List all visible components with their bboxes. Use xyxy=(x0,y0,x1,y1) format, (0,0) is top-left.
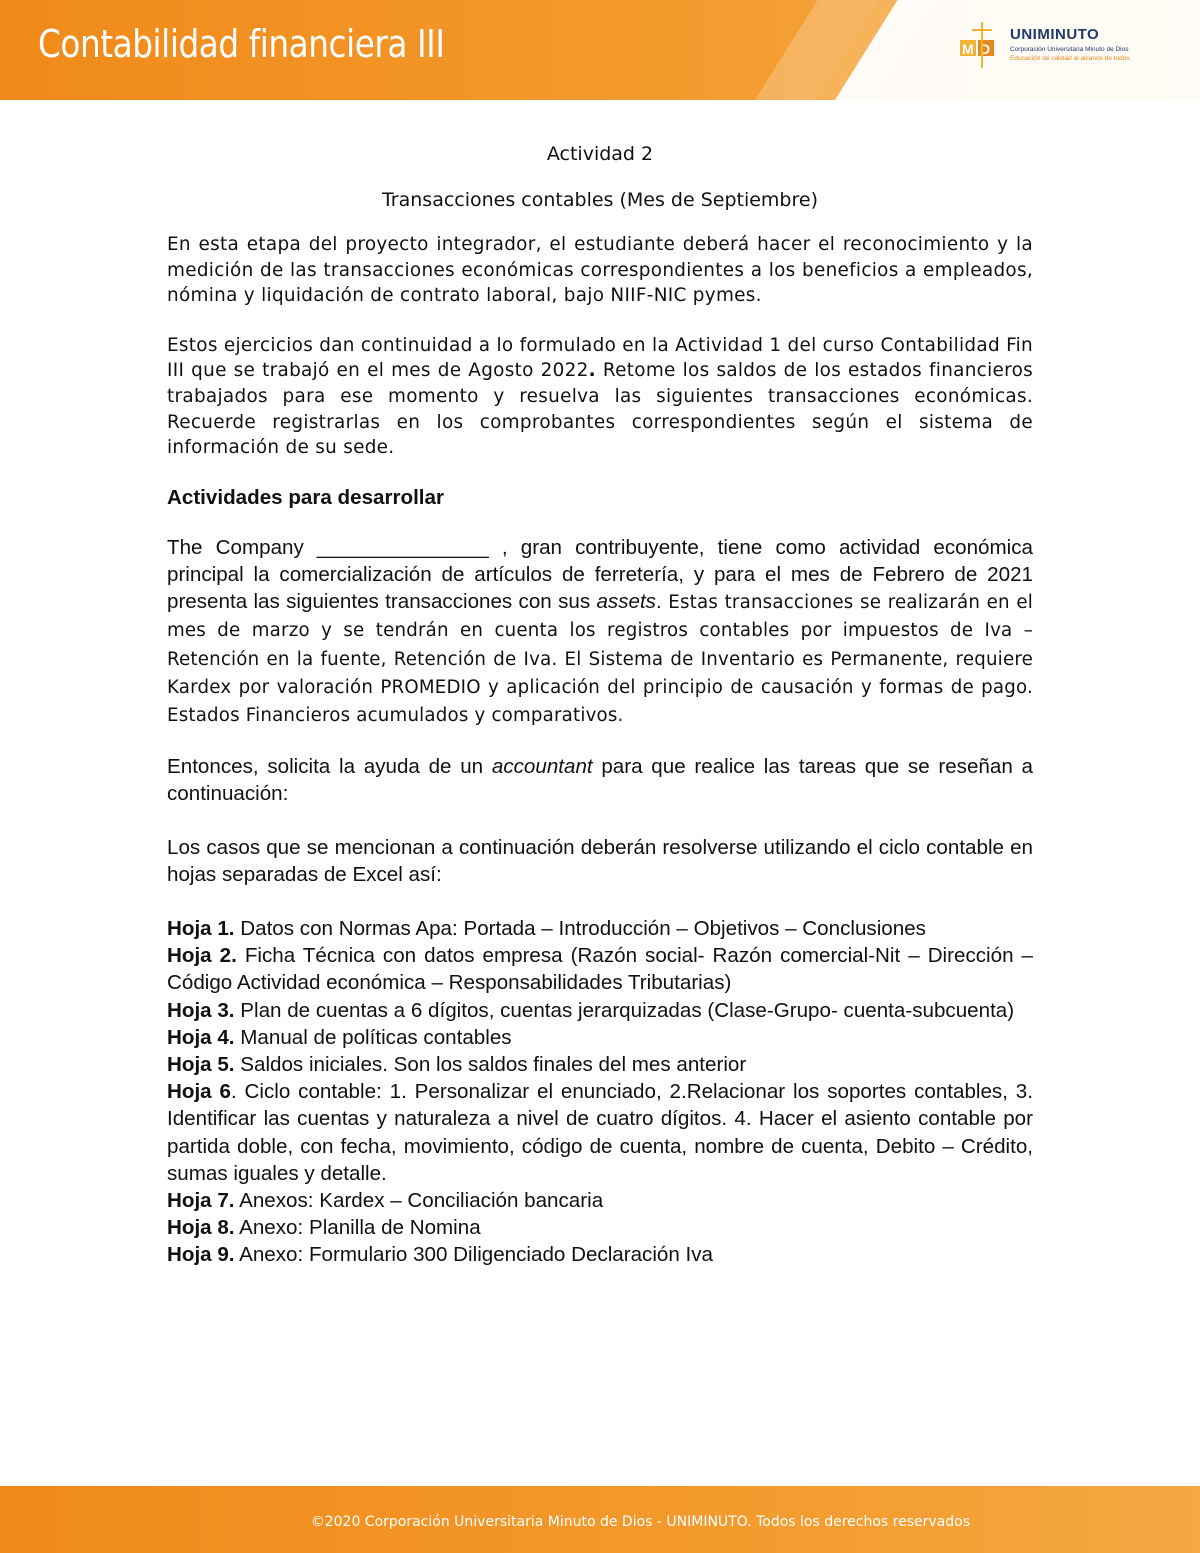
page-header xyxy=(0,0,1200,100)
document-body xyxy=(167,138,1033,1269)
ayuda-text-2: para que realice las tareas que se reseñan a continuación: xyxy=(167,755,1033,806)
sheet-item xyxy=(167,1187,1033,1214)
sheet-item xyxy=(167,1214,1033,1241)
continuity-text-2: Retome los saldos de los estados financieros trabajados para ese momento y resuelva las siguientes transacciones económicas. Recuerde registrarlas en los comprobantes correspondientes según el sistema de información de su sede. xyxy=(167,360,1034,459)
continuity-paragraph xyxy=(167,333,1033,461)
company-text-3: Estas transacciones se realizarán en el mes de marzo y se tendrán en cuenta los registros contables por impuestos de Iva – Retención en la fuente, Retención de Iva. El Sistema de Inventario es Permanente, requiere Kardex por valoración PROMEDIO y aplicación del principio de causación y formas de pago. Estados Financieros acumulados y comparativos. xyxy=(167,592,1033,726)
sheets-list xyxy=(167,915,1033,1269)
sheet-item xyxy=(167,1241,1033,1268)
sheet-item xyxy=(167,1078,1033,1187)
sheet-label: Hoja 9. xyxy=(167,1243,235,1267)
sheet-item xyxy=(167,1051,1033,1078)
company-paragraph xyxy=(167,534,1033,729)
company-text: The Company _______________ , gran contribuyente, tiene como actividad económica principal la comercialización de artículos de ferretería, y para el mes de Febrero de 2021 presenta las siguientes transacciones con sus xyxy=(167,535,1033,614)
sheet-text: Saldos iniciales. Son los saldos finales del mes anterior xyxy=(234,1053,747,1076)
sheet-text: Datos con Normas Apa: Portada – Introducción – Objetivos – Conclusiones xyxy=(234,916,926,940)
activity-title: Actividad 2 xyxy=(546,143,654,165)
sheet-text: Plan de cuentas a 6 dígitos, cuentas jerarquizadas (Clase-Grupo- cuenta-subcuenta) xyxy=(234,998,1015,1022)
continuity-dot: . xyxy=(588,360,596,382)
sheet-text: Anexos: Kardex – Conciliación bancaria xyxy=(234,1189,604,1213)
sheet-text: Manual de políticas contables xyxy=(234,1025,512,1049)
sheet-label: Hoja 8. xyxy=(167,1216,235,1240)
sheet-label: Hoja 6 xyxy=(167,1080,231,1104)
activity-subtitle: Transacciones contables (Mes de Septiembre) xyxy=(381,189,818,211)
company-text-2: . xyxy=(655,590,662,614)
logo-tagline: Educación de calidad al alcance de todos xyxy=(1010,55,1130,62)
logo-subtitle: Corporación Universitaria Minuto de Dios xyxy=(1010,46,1129,53)
ayuda-text: Entonces, solicita la ayuda de un xyxy=(167,755,492,779)
sheet-label: Hoja 7. xyxy=(167,1189,235,1213)
sheet-label: Hoja 1. xyxy=(167,916,235,940)
sheet-label: Hoja 5. xyxy=(167,1053,235,1076)
copyright-text: ©2020 Corporación Universitaria Minuto de Dios - UNIMINUTO. Todos los derechos reservados xyxy=(310,1514,970,1530)
sheet-item xyxy=(167,942,1033,996)
ayuda-italic: accountant xyxy=(491,755,593,779)
sheet-item xyxy=(167,915,1033,942)
sheet-item xyxy=(167,997,1033,1024)
sheet-label: Hoja 4. xyxy=(167,1025,235,1049)
course-title: Contabilidad financiera III xyxy=(38,22,445,66)
sheet-label: Hoja 3. xyxy=(167,998,235,1022)
company-italic: assets xyxy=(596,590,656,614)
ayuda-paragraph xyxy=(167,753,1033,807)
sheet-text: Ficha Técnica con datos empresa (Razón social- Razón comercial-Nit – Dirección – Código Actividad económica – Responsabilidades Tributarias) xyxy=(167,944,1033,995)
uniminuto-logo xyxy=(958,20,1168,70)
uniminuto-md-logo-icon xyxy=(958,20,1004,70)
sheet-item xyxy=(167,1024,1033,1051)
casos-paragraph: Los casos que se mencionan a continuación deberán resolverse utilizando el ciclo contable en hojas separadas de Excel así: xyxy=(167,835,1033,886)
sheet-text: Anexo: Planilla de Nomina xyxy=(234,1216,481,1240)
sheet-label: Hoja 2. xyxy=(167,944,237,968)
svg-text:D: D xyxy=(980,41,991,57)
page-footer xyxy=(0,1486,1200,1553)
section-heading: Actividades para desarrollar xyxy=(167,485,444,509)
sheet-text: Anexo: Formulario 300 Diligenciado Declaración Iva xyxy=(234,1243,714,1267)
logo-name: UNIMINUTO xyxy=(1010,26,1100,43)
continuity-text: Estos ejercicios dan continuidad a lo formulado en la Actividad 1 del curso Contabilidad Fin III que se trabajó en el mes de Agosto 2022 xyxy=(167,334,1033,382)
svg-text:M: M xyxy=(962,41,974,57)
intro-paragraph: En esta etapa del proyecto integrador, el estudiante deberá hacer el reconocimiento y la medición de las transacciones económicas correspondientes a los beneficios a empleados, nómina y liquidación de contrato laboral, bajo NIIF-NIC pymes. xyxy=(167,234,1033,307)
sheet-text: . Ciclo contable: 1. Personalizar el enunciado, 2.Relacionar los soportes contables, 3. Identificar las cuentas y naturaleza a nivel de cuatro dígitos. 4. Hacer el asiento contable por partida doble, con fecha, movimiento, código de cuenta, nombre de cuenta, Debito – Crédito, sumas iguales y detalle. xyxy=(167,1080,1033,1185)
